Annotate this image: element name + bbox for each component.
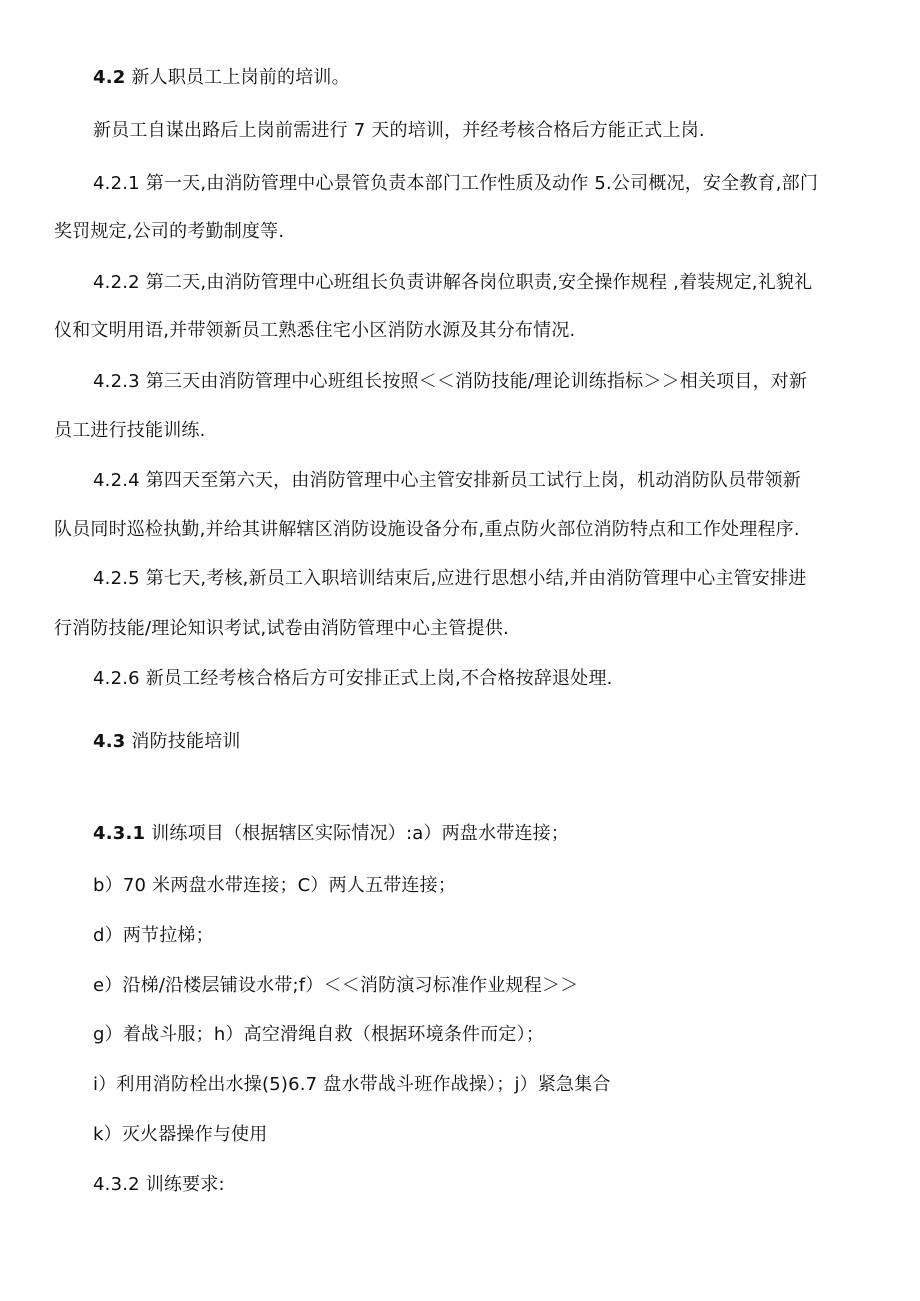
list-line: k）灭火器操作与使用 (93, 1124, 268, 1145)
heading-text: 新人职员工上岗前的培训。 (125, 67, 350, 88)
paragraph-line: 4.2.4 第四天至第六天，由消防管理中心主管安排新员工试行上岗，机动消防队员带领新 (93, 470, 801, 491)
paragraph-line: 4.2.5 第七天,考核,新员工入职培训结束后,应进行思想小结,并由消防管理中心主管安排进 (93, 568, 807, 589)
heading-4-3-1 (93, 822, 569, 846)
paragraph-line: 4.2.3 第三天由消防管理中心班组长按照＜＜消防技能/理论训练指标＞＞相关项目，对新 (93, 371, 808, 392)
list-line: e）沿梯/沿楼层铺设水带;f）＜＜消防演习标准作业规程＞＞ (93, 975, 579, 996)
paragraph-line: 4.2.2 第二天,由消防管理中心班组长负责讲解各岗位职责,安全操作规程 ,着装规定,礼貌礼 (93, 272, 813, 293)
heading-4-2 (93, 66, 350, 90)
paragraph-line: 队员同时巡检执勤,并给其讲解辖区消防设施设备分布,重点防火部位消防特点和工作处理程序. (54, 519, 800, 540)
paragraph-line: 新员工自谋出路后上岗前需进行 7 天的培训，并经考核合格后方能正式上岗. (93, 120, 705, 141)
list-line: d）两节拉梯； (93, 925, 214, 946)
list-line: 4.3.2 训练要求: (93, 1174, 225, 1195)
heading-number: 4.3 (93, 731, 126, 752)
list-line: i）利用消防栓出水操(5)6.7 盘水带战斗班作战操）；j）紧急集合 (93, 1074, 611, 1095)
paragraph-line: 行消防技能/理论知识考试,试卷由消防管理中心主管提供. (54, 618, 509, 639)
list-line: g）着战斗服；h）高空滑绳自救（根据环境条件而定）； (93, 1024, 545, 1045)
paragraph-line: 奖罚规定,公司的考勤制度等. (54, 221, 285, 242)
heading-text: 训练项目（根据辖区实际情况）:a）两盘水带连接； (145, 823, 570, 844)
paragraph-line: 仪和文明用语,并带领新员工熟悉住宅小区消防水源及其分布情况. (54, 320, 576, 341)
paragraph-line: 4.2.1 第一天,由消防管理中心景管负责本部门工作性质及动作 5.公司概况，安全教育,部门 (93, 173, 819, 194)
heading-text: 消防技能培训 (125, 731, 241, 752)
heading-number: 4.3.1 (93, 823, 146, 844)
list-line: b）70 米两盘水带连接；C）两人五带连接； (93, 875, 457, 896)
paragraph-line: 员工进行技能训练. (54, 420, 206, 441)
heading-4-3 (93, 730, 241, 754)
paragraph-line: 4.2.6 新员工经考核合格后方可安排正式上岗,不合格按辞退处理. (93, 668, 613, 689)
heading-number: 4.2 (93, 67, 126, 88)
